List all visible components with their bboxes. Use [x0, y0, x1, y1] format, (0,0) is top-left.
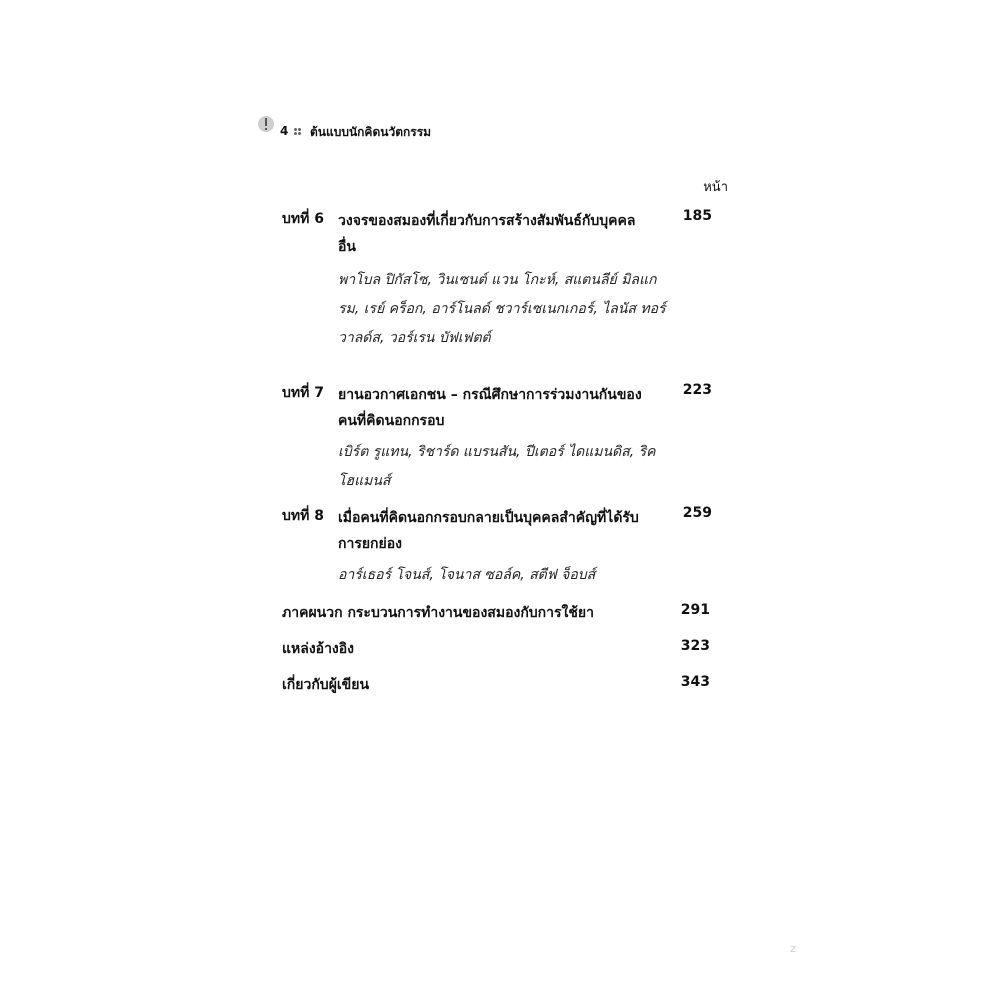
- chapter-label: บทที่ 8: [282, 508, 324, 524]
- corner-mark: z: [790, 942, 796, 955]
- exclamation-icon: [258, 116, 274, 132]
- chapter-page-number: 223: [682, 382, 712, 398]
- chapter-title: วงจรของสมองที่เกี่ยวกับการสร้างสัมพันธ์กับบุคคลอื่น: [338, 213, 636, 255]
- header-book-title: ต้นแบบนักคิดนวัตกรรม: [310, 125, 432, 139]
- chapter-title: เมื่อคนที่คิดนอกกรอบกลายเป็นบุคคลสำคัญที่ได้รับการยกย่อง: [338, 510, 639, 552]
- entry-page-number: 323: [680, 638, 710, 654]
- chapter-page-number: 259: [682, 505, 712, 521]
- toc-entry-about-author: [282, 674, 710, 700]
- entry-page-number: 343: [680, 674, 710, 690]
- header-page-number: 4: [280, 124, 289, 138]
- chapter-page-number: 185: [682, 208, 712, 224]
- entry-title: แหล่งอ้างอิง: [282, 641, 355, 657]
- toc-entry-references: [282, 638, 710, 664]
- chapter-authors: พาโบล ปิกัสโซ, วินเซนต์ แวน โกะห์, สแตนลีย์ มิลแกรม, เรย์ คร็อก, อาร์โนลด์ ชวาร์เซเนกเกอร์, ไลนัส ทอร์วาลด์ส, วอร์เรน บัฟเฟตต์: [338, 272, 666, 346]
- page-column-label: หน้า: [703, 180, 728, 195]
- toc-entry-appendix: [282, 602, 710, 628]
- chapter-label: บทที่ 6: [282, 211, 324, 227]
- chapter-title: ยานอวกาศเอกชน – กรณีศึกษาการร่วมงานกันของคนที่คิดนอกกรอบ: [338, 387, 642, 429]
- dots-separator-icon: [294, 128, 302, 136]
- chapter-authors: อาร์เธอร์ โจนส์, โจนาส ซอล์ค, สตีฟ จ็อบส์: [338, 567, 596, 583]
- entry-title: เกี่ยวกับผู้เขียน: [282, 677, 370, 693]
- chapter-authors: เบิร์ต รูแทน, ริชาร์ด แบรนสัน, ปีเตอร์ ไดแมนดิส, ริค โฮแมนส์: [338, 444, 656, 489]
- entry-page-number: 291: [680, 602, 710, 618]
- chapter-label: บทที่ 7: [282, 385, 324, 401]
- entry-title: ภาคผนวก กระบวนการทำงานของสมองกับการใช้ยา: [282, 605, 594, 621]
